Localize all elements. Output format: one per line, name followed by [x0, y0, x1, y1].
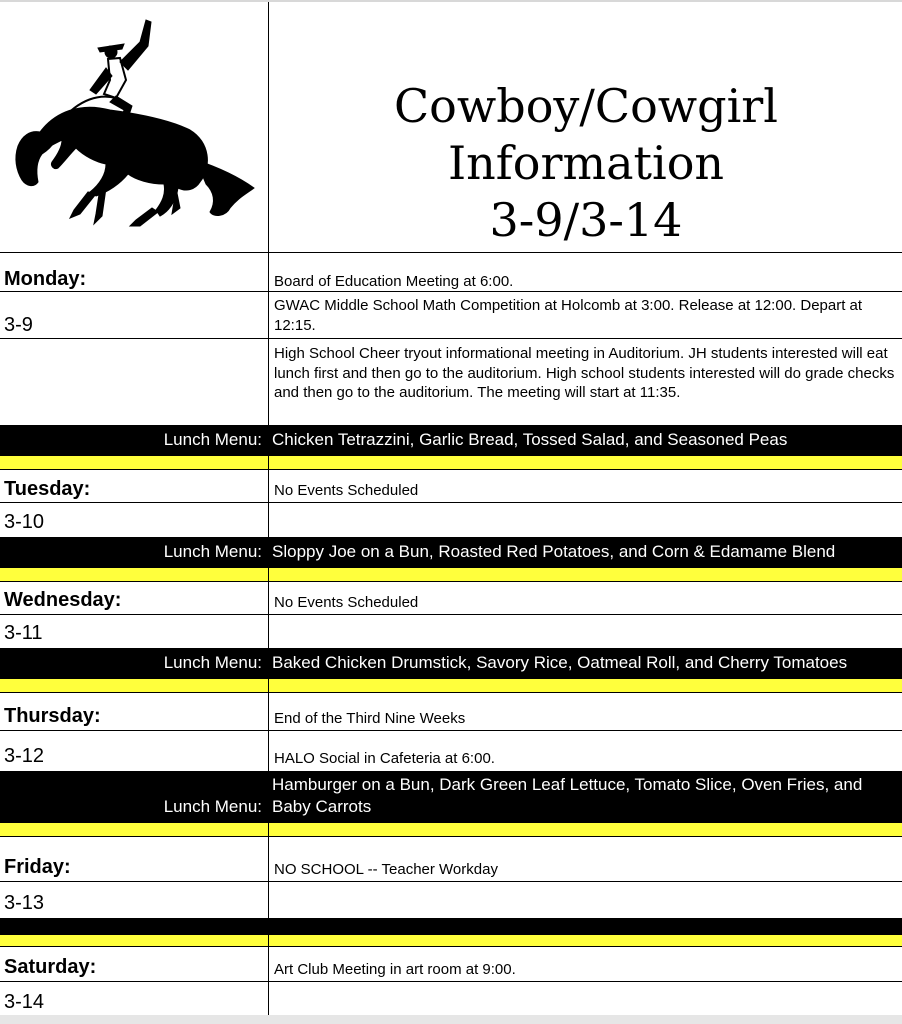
lunch-label: Lunch Menu:: [163, 542, 262, 561]
separator-cell: [268, 568, 902, 581]
event-text: No Events Scheduled: [274, 594, 419, 611]
lunch-label: Lunch Menu:: [163, 653, 262, 672]
separator-bar: [0, 822, 902, 837]
day-name-wednesday: Wednesday:: [4, 589, 122, 611]
header: [0, 2, 902, 252]
event-text: GWAC Middle School Math Competition at Holcomb at 3:00. Release at 12:00. Depart at 12:15.: [274, 297, 863, 334]
monday-row-3: [0, 339, 902, 425]
event-text: End of the Third Nine Weeks: [274, 710, 466, 727]
event-cell: [268, 615, 902, 648]
lunch-menu-text: Hamburger on a Bun, Dark Green Leaf Lettuce, Tomato Slice, Oven Fries, and Baby Carrots: [272, 775, 863, 816]
title-cell: [268, 2, 902, 252]
saturday-row-1: [0, 947, 902, 982]
separator-cell: [268, 935, 902, 946]
saturday-row-2: [0, 982, 902, 1015]
thursday-row-1: [0, 693, 902, 731]
separator-bar: [0, 934, 902, 947]
lunch-menu-text: Chicken Tetrazzini, Garlic Bread, Tossed Salad, and Seasoned Peas: [272, 430, 788, 449]
lunch-menu-cell: [268, 648, 902, 678]
lunch-menu-cell: [268, 425, 902, 455]
event-text: No Events Scheduled: [274, 482, 419, 499]
separator-cell: [268, 823, 902, 836]
day-cell: [0, 253, 268, 291]
thursday-row-2: [0, 731, 902, 771]
title-line-3: 3-9/3-14: [489, 193, 683, 247]
day-date-tuesday: 3-10: [4, 511, 45, 533]
lunch-label-cell: [0, 648, 268, 678]
event-cell: [268, 292, 902, 338]
event-cell: [268, 947, 902, 981]
separator-bar: [0, 455, 902, 470]
lunch-bar-friday: [0, 918, 902, 934]
lunch-menu-text: Baked Chicken Drumstick, Savory Rice, Oatmeal Roll, and Cherry Tomatoes: [272, 653, 848, 672]
separator-cell: [268, 456, 902, 469]
day-cell: [0, 693, 268, 730]
day-name-tuesday: Tuesday:: [4, 478, 91, 500]
page-title: [269, 78, 902, 249]
day-date-saturday: 3-14: [4, 991, 45, 1013]
event-cell: [268, 503, 902, 537]
day-cell: [0, 947, 268, 981]
day-cell: [0, 882, 268, 918]
event-text: Board of Education Meeting at 6:00.: [274, 273, 514, 290]
lunch-menu-cell: [268, 537, 902, 567]
lunch-menu-text: Sloppy Joe on a Bun, Roasted Red Potatoes, and Corn & Edamame Blend: [272, 542, 836, 561]
lunch-label-cell: [0, 537, 268, 567]
day-date-thursday: 3-12: [4, 745, 45, 767]
tuesday-row-1: [0, 470, 902, 503]
lunch-label: Lunch Menu:: [163, 430, 262, 449]
day-cell: [0, 470, 268, 502]
event-cell: [268, 982, 902, 1015]
tuesday-row-2: [0, 503, 902, 537]
day-cell: [0, 982, 268, 1015]
lunch-bar-tuesday: [0, 537, 902, 567]
event-cell: [268, 731, 902, 771]
day-cell: [0, 837, 268, 881]
lunch-label-cell: [0, 771, 268, 822]
title-line-1: Cowboy/Cowgirl: [393, 79, 778, 133]
bucking-bronco-rider-icon: [0, 2, 268, 252]
friday-row-2: [0, 882, 902, 918]
separator-bar: [0, 678, 902, 693]
event-text: HALO Social in Cafeteria at 6:00.: [274, 750, 495, 767]
day-cell: [0, 615, 268, 648]
monday-row-2: [0, 292, 902, 339]
wednesday-row-1: [0, 582, 902, 615]
event-cell: [268, 253, 902, 291]
event-cell: [268, 837, 902, 881]
event-text: NO SCHOOL -- Teacher Workday: [274, 861, 498, 878]
day-name-thursday: Thursday:: [4, 705, 101, 727]
event-text: High School Cheer tryout informational meeting in Auditorium. JH students interested will eat lunch first and then go to the auditorium. High school students interested will do grade checks and then go to the auditorium. The meeting will start at 11:35.: [274, 345, 895, 401]
day-cell: [0, 339, 268, 425]
lunch-bar-monday: [0, 425, 902, 455]
title-line-2: Information: [447, 136, 725, 190]
event-cell: [268, 339, 902, 425]
day-cell: [0, 731, 268, 771]
lunch-bar-thursday: [0, 771, 902, 822]
lunch-label: Lunch Menu:: [163, 797, 262, 816]
event-cell: [268, 470, 902, 502]
monday-row-1: [0, 252, 902, 292]
separator-bar: [0, 567, 902, 582]
lunch-bar-wednesday: [0, 648, 902, 678]
day-date-monday: 3-9: [4, 314, 33, 336]
lunch-label-cell: [0, 425, 268, 455]
day-name-friday: Friday:: [4, 856, 71, 878]
day-name-monday: Monday:: [4, 268, 87, 290]
lunch-menu-cell: [268, 771, 902, 822]
wednesday-row-2: [0, 615, 902, 648]
day-name-saturday: Saturday:: [4, 956, 97, 978]
day-date-wednesday: 3-11: [4, 622, 43, 644]
event-cell: [268, 693, 902, 730]
day-date-friday: 3-13: [4, 892, 45, 914]
friday-row-1: [0, 837, 902, 882]
logo-cell: [0, 2, 268, 252]
event-cell: [268, 582, 902, 614]
event-cell: [268, 882, 902, 918]
day-cell: [0, 582, 268, 614]
separator-cell: [268, 679, 902, 692]
day-cell: [0, 503, 268, 537]
horizontal-scrollbar[interactable]: [0, 1015, 902, 1024]
event-text: Art Club Meeting in art room at 9:00.: [274, 961, 516, 978]
day-cell: [0, 292, 268, 338]
